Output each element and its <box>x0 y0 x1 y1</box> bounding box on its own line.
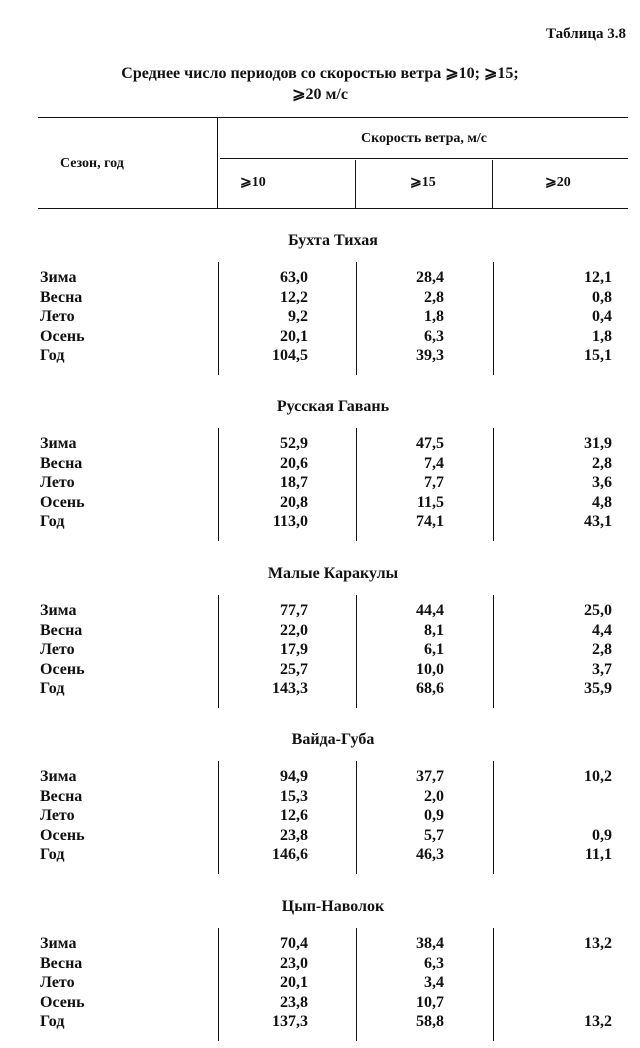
value-cell-15: 2,8 <box>424 288 444 306</box>
station-block <box>38 398 628 548</box>
value-cell-15: 7,4 <box>424 454 444 472</box>
station-block <box>38 565 628 715</box>
value-cell-10: 17,9 <box>280 641 308 659</box>
station-name: Малые Каракулы <box>267 565 399 582</box>
table-row <box>38 327 628 347</box>
table-caption <box>0 63 640 105</box>
season-cell: Лето <box>40 807 75 825</box>
station-name: Вайда-Губа <box>291 731 375 748</box>
season-cell: Зима <box>40 269 77 286</box>
value-cell-10: 23,0 <box>280 954 308 972</box>
season-cell: Весна <box>40 454 83 472</box>
value-cell-10: 52,9 <box>280 435 308 452</box>
value-cell-15: 0,9 <box>424 807 444 825</box>
value-cell-15: 6,3 <box>424 954 444 972</box>
station-name: Русская Гавань <box>276 398 390 415</box>
table-row <box>38 512 628 532</box>
table-row <box>38 806 628 826</box>
season-cell: Осень <box>40 993 85 1011</box>
value-cell-15: 47,5 <box>416 435 444 452</box>
station-name: Цып-Наволок <box>281 898 385 915</box>
table-row <box>38 993 628 1013</box>
value-cell-15: 11,5 <box>416 493 444 511</box>
value-cell-10: 143,3 <box>272 680 308 698</box>
season-cell: Лето <box>40 474 75 492</box>
season-cell: Осень <box>40 493 85 511</box>
table-row <box>38 679 628 699</box>
table-row <box>38 454 628 474</box>
value-cell-15: 1,8 <box>424 308 444 326</box>
value-cell-20: 1,8 <box>592 327 612 345</box>
header-mid-rule <box>220 158 628 159</box>
value-cell-10: 25,7 <box>280 660 308 678</box>
value-cell-20: 3,7 <box>592 660 612 678</box>
table-row <box>38 934 628 954</box>
season-cell: Год <box>40 347 65 365</box>
value-cell-15: 10,7 <box>416 993 444 1011</box>
table-row <box>38 288 628 308</box>
season-cell: Зима <box>40 935 77 952</box>
season-cell: Лето <box>40 308 75 326</box>
table-row <box>38 826 628 846</box>
value-cell-10: 12,6 <box>280 807 308 825</box>
value-cell-15: 28,4 <box>416 269 444 286</box>
value-cell-15: 2,0 <box>424 787 444 805</box>
value-cell-20: 43,1 <box>584 513 612 531</box>
value-cell-20: 13,2 <box>584 1013 612 1031</box>
table-row <box>38 640 628 660</box>
value-cell-20: 2,8 <box>592 641 612 659</box>
station-rows <box>38 434 628 532</box>
season-cell: Весна <box>40 954 83 972</box>
value-cell-20: 11,1 <box>584 846 612 864</box>
season-cell: Зима <box>40 768 77 785</box>
table-row <box>38 346 628 366</box>
table-row <box>38 1012 628 1032</box>
season-cell: Год <box>40 513 65 531</box>
station-block <box>38 898 628 1048</box>
value-cell-10: 77,7 <box>280 602 308 619</box>
table-row <box>38 268 628 288</box>
caption-line-2: ⩾20 м/с <box>292 86 348 103</box>
value-cell-15: 3,4 <box>424 974 444 992</box>
table-row <box>38 787 628 807</box>
value-cell-20: 35,9 <box>584 680 612 698</box>
value-cell-20: 0,4 <box>592 308 612 326</box>
season-cell: Осень <box>40 327 85 345</box>
station-block <box>38 232 628 382</box>
table-row <box>38 845 628 865</box>
value-cell-15: 58,8 <box>416 1013 444 1031</box>
season-cell: Зима <box>40 435 77 452</box>
value-cell-15: 44,4 <box>416 602 444 619</box>
value-cell-15: 6,1 <box>424 641 444 659</box>
value-cell-15: 68,6 <box>416 680 444 698</box>
table-number: Таблица 3.8 <box>546 26 626 42</box>
value-cell-20: 3,6 <box>592 474 612 492</box>
value-cell-10: 12,2 <box>280 288 308 306</box>
season-cell: Весна <box>40 288 83 306</box>
table-row <box>38 493 628 513</box>
header-season-year: Сезон, год <box>60 156 124 171</box>
value-cell-10: 146,6 <box>272 846 308 864</box>
value-cell-15: 8,1 <box>424 621 444 639</box>
value-cell-20: 31,9 <box>584 435 612 452</box>
value-cell-15: 7,7 <box>424 474 444 492</box>
station-rows <box>38 268 628 366</box>
season-cell: Лето <box>40 974 75 992</box>
value-cell-10: 23,8 <box>280 826 308 844</box>
header-divider-season <box>217 118 218 208</box>
season-cell: Год <box>40 680 65 698</box>
value-cell-10: 18,7 <box>280 474 308 492</box>
value-cell-15: 6,3 <box>424 327 444 345</box>
header-divider-15 <box>355 160 356 208</box>
season-cell: Лето <box>40 641 75 659</box>
season-cell: Год <box>40 846 65 864</box>
season-cell: Год <box>40 1013 65 1031</box>
table-top-rule <box>38 117 628 118</box>
table-row <box>38 473 628 493</box>
value-cell-20: 12,1 <box>584 269 612 286</box>
value-cell-20: 2,8 <box>592 454 612 472</box>
value-cell-10: 9,2 <box>288 308 308 326</box>
season-cell: Весна <box>40 621 83 639</box>
value-cell-15: 5,7 <box>424 826 444 844</box>
value-cell-20: 25,0 <box>584 602 612 619</box>
header-col-15: ⩾15 <box>410 175 436 190</box>
value-cell-10: 15,3 <box>280 787 308 805</box>
value-cell-10: 63,0 <box>280 269 308 286</box>
value-cell-20: 13,2 <box>584 935 612 952</box>
table-row <box>38 621 628 641</box>
value-cell-20: 0,8 <box>592 288 612 306</box>
station-rows <box>38 601 628 699</box>
value-cell-20: 4,8 <box>592 493 612 511</box>
caption-line-1: Среднее число периодов со скоростью ветра ⩾10; ⩾15; <box>121 65 519 82</box>
table-row <box>38 954 628 974</box>
station-rows <box>38 767 628 865</box>
value-cell-15: 37,7 <box>416 768 444 785</box>
value-cell-20: 0,9 <box>592 826 612 844</box>
value-cell-10: 22,0 <box>280 621 308 639</box>
station-block <box>38 731 628 881</box>
value-cell-10: 20,8 <box>280 493 308 511</box>
value-cell-10: 113,0 <box>272 513 308 531</box>
table-row <box>38 767 628 787</box>
value-cell-20: 10,2 <box>584 768 612 785</box>
value-cell-15: 10,0 <box>416 660 444 678</box>
value-cell-10: 70,4 <box>280 935 308 952</box>
table-row <box>38 660 628 680</box>
station-name: Бухта Тихая <box>288 232 378 249</box>
season-cell: Весна <box>40 787 83 805</box>
season-cell: Осень <box>40 826 85 844</box>
value-cell-10: 104,5 <box>272 347 308 365</box>
value-cell-10: 20,1 <box>280 327 308 345</box>
station-rows <box>38 934 628 1032</box>
value-cell-10: 94,9 <box>280 768 308 785</box>
value-cell-10: 23,8 <box>280 993 308 1011</box>
table-row <box>38 973 628 993</box>
value-cell-15: 38,4 <box>416 935 444 952</box>
season-cell: Осень <box>40 660 85 678</box>
value-cell-10: 20,1 <box>280 974 308 992</box>
season-cell: Зима <box>40 602 77 619</box>
value-cell-10: 137,3 <box>272 1013 308 1031</box>
value-cell-10: 20,6 <box>280 454 308 472</box>
value-cell-15: 39,3 <box>416 347 444 365</box>
table-row <box>38 601 628 621</box>
header-col-10: ⩾10 <box>240 175 266 190</box>
table-row <box>38 307 628 327</box>
header-bottom-rule <box>38 208 628 209</box>
header-divider-20 <box>492 160 493 208</box>
value-cell-20: 4,4 <box>592 621 612 639</box>
value-cell-15: 74,1 <box>416 513 444 531</box>
value-cell-15: 46,3 <box>416 846 444 864</box>
value-cell-20: 15,1 <box>584 347 612 365</box>
header-col-20: ⩾20 <box>545 175 571 190</box>
header-wind-speed: Скорость ветра, м/с <box>360 131 488 146</box>
table-row <box>38 434 628 454</box>
